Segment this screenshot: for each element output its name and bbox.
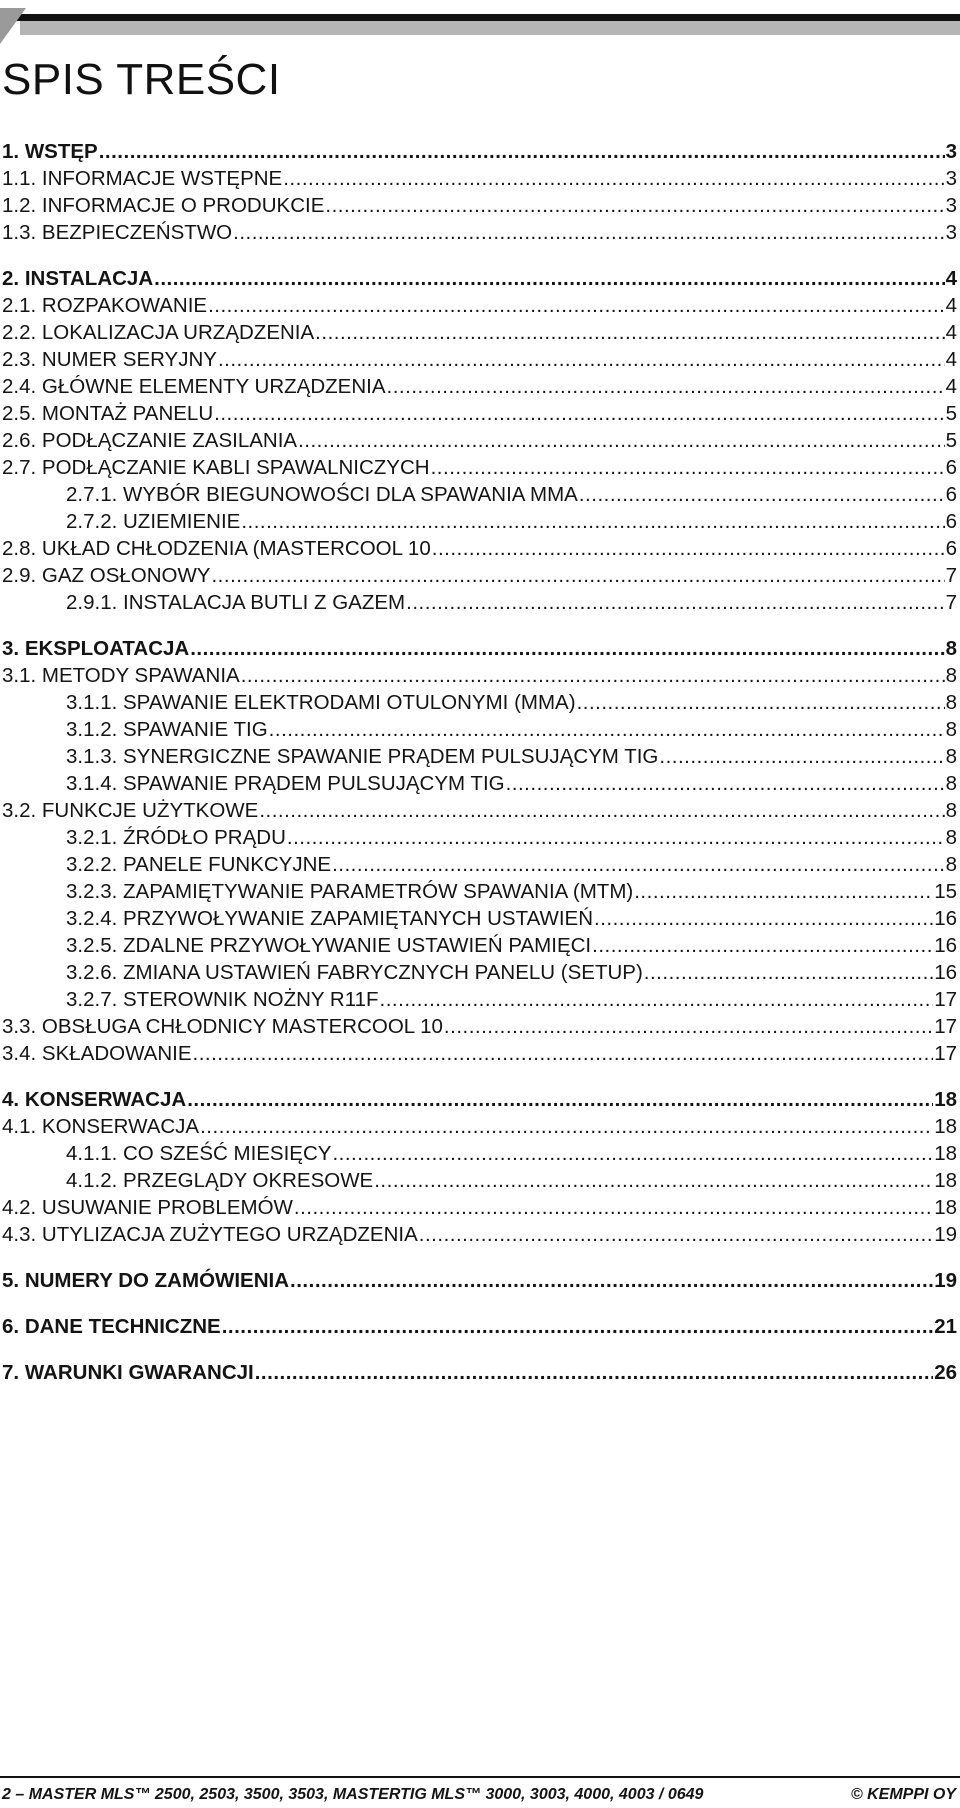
toc-entry-label: ŹRÓDŁO PRĄDU [123,826,286,849]
dot-leader [259,799,944,823]
toc-entry-page: 21 [934,1315,957,1338]
toc-entry[interactable] [2,167,957,194]
dot-leader [241,664,945,688]
toc-entry-label: WARUNKI GWARANCJI [24,1361,254,1384]
dot-leader [99,140,945,164]
dot-leader [315,321,944,345]
toc-entry-label: KONSERWACJA [41,1115,200,1138]
toc-entry[interactable] [2,510,957,537]
toc-entry-title [2,167,282,191]
dot-leader [325,194,944,218]
dot-leader [255,1361,933,1385]
toc-entry-title [66,591,405,615]
toc-entry-title [66,961,643,985]
dot-leader [374,1169,933,1193]
toc-entry-page: 16 [934,934,957,957]
toc-entry-title [66,934,591,958]
toc-entry-number: 4.1.2. [66,1169,118,1192]
toc-entry[interactable] [2,664,957,691]
toc-entry[interactable] [2,718,957,745]
dot-leader [431,456,945,480]
toc-entry-page: 18 [934,1196,957,1219]
toc-entry[interactable] [2,853,957,880]
toc-entry-page: 18 [934,1088,957,1111]
header-rule [0,14,960,21]
toc-entry-page: 8 [945,637,957,660]
toc-entry-number: 2.9. [2,564,37,587]
toc-entry-label: SPAWANIE PRĄDEM PULSUJĄCYM TIG [123,772,505,795]
dot-leader [579,483,945,507]
toc-entry-page: 18 [934,1115,957,1138]
toc-entry-page: 8 [945,664,957,687]
toc-section [2,1269,957,1296]
toc-entry-label: WYBÓR BIEGUNOWOŚCI DLA SPAWANIA MMA [123,483,578,506]
toc-entry-label: STEROWNIK NOŻNY R11F [123,988,379,1011]
toc-entry-title [2,1223,418,1247]
toc-entry-label: GŁÓWNE ELEMENTY URZĄDZENIA [41,375,386,398]
toc-entry-page: 8 [945,772,957,795]
dot-leader [659,745,944,769]
toc-entry-number: 3.2.1. [66,826,118,849]
toc-entry-page: 18 [934,1169,957,1192]
toc-entry-page: 16 [934,961,957,984]
toc-entry-page: 4 [945,348,957,371]
toc-entry-label: DANE TECHNICZNE [24,1315,221,1338]
dot-leader [214,402,944,426]
toc-entry-label: PODŁĄCZANIE KABLI SPAWALNICZYCH [41,456,430,479]
toc-entry[interactable] [2,961,957,988]
toc-entry-label: NUMERY DO ZAMÓWIENIA [24,1269,290,1292]
dot-leader [154,267,944,291]
toc-entry-title [2,221,232,245]
toc-entry-page: 8 [945,799,957,822]
dot-leader [332,1142,933,1166]
toc-entry[interactable] [2,880,957,907]
toc-entry-number: 3.2.6. [66,961,118,984]
toc-entry[interactable] [2,321,957,348]
toc-entry-number: 2.7.2. [66,510,118,533]
toc-entry-number: 2.3. [2,348,37,371]
toc-entry[interactable] [2,1042,957,1069]
toc-entry-title [2,429,297,453]
toc-entry-title [2,321,314,345]
toc-entry-number: 2.2. [2,321,37,344]
toc-entry[interactable] [2,1142,957,1169]
toc-entry-label: PODŁĄCZANIE ZASILANIA [41,429,298,452]
toc-entry-title [2,348,217,372]
toc-entry[interactable] [2,772,957,799]
toc-entry-number: 3.2.3. [66,880,118,903]
toc-entry-page: 26 [934,1361,957,1384]
toc-entry-number: 4.1.1. [66,1142,118,1165]
toc-entry-number: 3.1.3. [66,745,118,768]
toc-entry-label: INFORMACJE O PRODUKCIE [41,194,325,217]
toc-entry-title [2,375,386,399]
toc-entry-label: USUWANIE PROBLEMÓW [41,1196,293,1219]
toc-entry-label: OBSŁUGA CHŁODNICY MASTERCOOL 10 [41,1015,443,1038]
dot-leader [233,221,944,245]
toc-entry-number: 3.1.2. [66,718,118,741]
dot-leader [200,1115,933,1139]
dot-leader [222,1315,933,1339]
footer-copyright: © KEMPPI OY [850,1786,956,1803]
toc-entry-label: INFORMACJE WSTĘPNE [41,167,283,190]
toc-entry[interactable] [2,1169,957,1196]
toc-entry-page: 17 [934,988,957,1011]
toc-entry-page: 18 [934,1142,957,1165]
toc-entry-title [66,1169,373,1193]
header-band [20,21,960,35]
toc-entry-title [2,1315,221,1339]
toc-entry-number: 4.3. [2,1223,37,1246]
toc-entry-label: EKSPLOATACJA [24,637,190,660]
toc-entry-number: 2.4. [2,375,37,398]
dot-leader [187,1088,933,1112]
toc-entry-label: UKŁAD CHŁODZENIA (MASTERCOOL 10 [41,537,431,560]
toc-section [2,267,957,618]
dot-leader [380,988,934,1012]
toc-entry-title [2,564,210,588]
toc-entry-label: METODY SPAWANIA [41,664,240,687]
toc-entry-label: ROZPAKOWANIE [41,294,208,317]
toc-entry-label: WSTĘP [24,140,98,163]
toc-entry-number: 2.1. [2,294,37,317]
toc-entry-page: 15 [934,880,957,903]
toc-entry[interactable] [2,348,957,375]
dot-leader [298,429,945,453]
toc-entry-title [66,718,268,742]
dot-leader [294,1196,933,1220]
dot-leader [190,637,944,661]
toc-entry-number: 2.8. [2,537,37,560]
toc-entry-page: 4 [945,267,957,290]
toc-entry[interactable] [2,799,957,826]
toc-entry-title [66,691,576,715]
toc-entry-title [2,402,213,426]
dot-leader [444,1015,933,1039]
toc-entry-page: 19 [934,1223,957,1246]
table-of-contents [2,140,957,1407]
toc-entry-number: 3.1.1. [66,691,118,714]
toc-entry[interactable] [2,934,957,961]
toc-entry-page: 3 [945,221,957,244]
toc-entry-label: BEZPIECZEŃSTWO [41,221,233,244]
toc-entry[interactable] [2,1196,957,1223]
toc-entry-page: 8 [945,718,957,741]
toc-entry-title [2,537,431,561]
toc-entry-label: SPAWANIE TIG [123,718,268,741]
toc-entry-label: ZMIANA USTAWIEŃ FABRYCZNYCH PANELU (SETUP) [123,961,643,984]
toc-entry-title [66,1142,331,1166]
toc-entry-title [2,1088,186,1112]
toc-entry[interactable] [2,429,957,456]
toc-entry-label: ZAPAMIĘTYWANIE PARAMETRÓW SPAWANIA (MTM) [123,880,634,903]
toc-entry[interactable] [2,375,957,402]
toc-entry-title [2,799,258,823]
toc-entry-number: 2.5. [2,402,37,425]
toc-entry-title [2,1361,254,1385]
toc-entry-title [2,1269,289,1293]
toc-entry[interactable] [2,1223,957,1250]
dot-leader [594,907,933,931]
toc-entry-label: KONSERWACJA [24,1088,187,1111]
toc-entry-label: FUNKCJE UŻYTKOWE [41,799,259,822]
toc-entry-title [2,664,240,688]
toc-entry-number: 7. [2,1361,20,1384]
toc-entry-label: MONTAŻ PANELU [41,402,214,425]
toc-entry-label: LOKALIZACJA URZĄDZENIA [41,321,315,344]
dot-leader [290,1269,933,1293]
dot-leader [634,880,933,904]
toc-entry-page: 4 [945,375,957,398]
toc-entry-label: SPAWANIE ELEKTRODAMI OTULONYMI (MMA) [123,691,576,714]
dot-leader [506,772,945,796]
toc-entry[interactable] [2,1361,957,1388]
toc-entry-label: CO SZEŚĆ MIESIĘCY [123,1142,332,1165]
toc-entry-title [2,1115,199,1139]
toc-entry-page: 8 [945,853,957,876]
toc-entry[interactable] [2,907,957,934]
toc-entry-number: 3.2. [2,799,37,822]
toc-entry-title [2,1042,192,1066]
toc-entry-number: 2.7. [2,456,37,479]
toc-entry-number: 1.3. [2,221,37,244]
toc-entry[interactable] [2,826,957,853]
dot-leader [419,1223,933,1247]
toc-entry-number: 1. [2,140,20,163]
toc-entry-label: NUMER SERYJNY [41,348,217,371]
toc-entry-label: INSTALACJA BUTLI Z GAZEM [123,591,406,614]
toc-entry[interactable] [2,140,957,167]
dot-leader [211,564,944,588]
dot-leader [592,934,933,958]
toc-entry-number: 3.3. [2,1015,37,1038]
toc-entry-number: 4.2. [2,1196,37,1219]
toc-entry-title [2,140,98,164]
toc-entry-title [66,745,658,769]
dot-leader [241,510,944,534]
toc-entry[interactable] [2,1269,957,1296]
toc-entry-label: SYNERGICZNE SPAWANIE PRĄDEM PULSUJĄCYM TIG [123,745,659,768]
toc-entry-page: 5 [945,429,957,452]
toc-entry-page: 8 [945,691,957,714]
toc-entry[interactable] [2,591,957,618]
toc-entry-label: INSTALACJA [24,267,154,290]
toc-section [2,1361,957,1388]
toc-entry-number: 3.1. [2,664,37,687]
toc-entry[interactable] [2,1088,957,1115]
toc-entry[interactable] [2,221,957,248]
toc-entry-label: ZDALNE PRZYWOŁYWANIE USTAWIEŃ PAMIĘCI [123,934,592,957]
toc-section [2,637,957,1069]
toc-entry-title [66,853,331,877]
toc-entry[interactable] [2,745,957,772]
toc-entry-title [2,294,207,318]
toc-entry[interactable] [2,294,957,321]
toc-section [2,140,957,248]
toc-entry-page: 7 [945,591,957,614]
toc-entry-title [66,988,379,1012]
toc-entry-label: UZIEMIENIE [123,510,241,533]
toc-entry-number: 6. [2,1315,20,1338]
toc-entry[interactable] [2,1015,957,1042]
toc-entry-page: 6 [945,456,957,479]
toc-entry-number: 3. [2,637,20,660]
toc-section [2,1315,957,1342]
toc-entry-title [2,1015,443,1039]
toc-entry-page: 6 [945,483,957,506]
toc-entry-number: 2.6. [2,429,37,452]
toc-entry-page: 7 [945,564,957,587]
toc-entry-page: 17 [934,1015,957,1038]
toc-entry[interactable] [2,267,957,294]
toc-entry[interactable] [2,637,957,664]
toc-entry[interactable] [2,988,957,1015]
toc-entry-page: 8 [945,745,957,768]
toc-entry-number: 1.1. [2,167,37,190]
toc-entry-title [66,483,578,507]
toc-entry[interactable] [2,456,957,483]
toc-entry[interactable] [2,1315,957,1342]
toc-entry-page: 8 [945,826,957,849]
toc-entry-number: 2.9.1. [66,591,118,614]
dot-leader [269,718,945,742]
dot-leader [432,537,945,561]
toc-entry[interactable] [2,564,957,591]
toc-entry-title [2,637,189,661]
toc-entry-page: 3 [945,167,957,190]
toc-entry-page: 5 [945,402,957,425]
toc-entry-label: PANELE FUNKCYJNE [123,853,332,876]
toc-entry-label: PRZYWOŁYWANIE ZAPAMIĘTANYCH USTAWIEŃ [123,907,594,930]
toc-entry[interactable] [2,1115,957,1142]
toc-entry-number: 3.2.4. [66,907,118,930]
toc-entry-page: 3 [945,194,957,217]
page-title: SPIS TREŚCI [2,55,281,104]
toc-entry-title [66,826,286,850]
dot-leader [218,348,945,372]
toc-entry-title [66,880,633,904]
toc-entry-title [66,510,240,534]
toc-entry-number: 2. [2,267,20,290]
toc-entry[interactable] [2,194,957,221]
toc-entry-title [66,772,505,796]
toc-entry-label: PRZEGLĄDY OKRESOWE [123,1169,374,1192]
toc-entry-page: 4 [945,321,957,344]
toc-entry-page: 17 [934,1042,957,1065]
toc-entry-page: 4 [945,294,957,317]
toc-entry-title [2,267,153,291]
toc-entry-label: SKŁADOWANIE [41,1042,192,1065]
header-corner-mark [0,8,26,44]
toc-entry[interactable] [2,691,957,718]
toc-entry-number: 4.1. [2,1115,37,1138]
dot-leader [577,691,945,715]
toc-entry-page: 16 [934,907,957,930]
dot-leader [332,853,945,877]
toc-entry-title [2,456,430,480]
toc-entry-number: 3.4. [2,1042,37,1065]
dot-leader [644,961,933,985]
dot-leader [387,375,945,399]
footer-document-info: 2 – MASTER MLS™ 2500, 2503, 3500, 3503, MASTERTIG MLS™ 3000, 3003, 4000, 4003 / 0649 [2,1786,704,1803]
dot-leader [406,591,944,615]
toc-entry-number: 3.1.4. [66,772,118,795]
toc-entry[interactable] [2,483,957,510]
toc-entry-number: 4. [2,1088,20,1111]
toc-entry-label: UTYLIZACJA ZUŻYTEGO URZĄDZENIA [41,1223,418,1246]
footer-rule [0,1776,960,1778]
toc-entry-number: 3.2.2. [66,853,118,876]
toc-entry-title [66,907,593,931]
dot-leader [283,167,944,191]
toc-entry-title [2,194,324,218]
dot-leader [287,826,945,850]
toc-entry-number: 3.2.7. [66,988,118,1011]
toc-entry-label: GAZ OSŁONOWY [41,564,211,587]
toc-entry-number: 5. [2,1269,20,1292]
toc-entry-title [2,1196,293,1220]
toc-entry-page: 3 [945,140,957,163]
toc-entry-number: 1.2. [2,194,37,217]
toc-entry-page: 6 [945,510,957,533]
toc-entry-number: 2.7.1. [66,483,118,506]
toc-entry-page: 19 [934,1269,957,1292]
toc-entry[interactable] [2,537,957,564]
dot-leader [193,1042,934,1066]
toc-section [2,1088,957,1250]
dot-leader [208,294,945,318]
toc-entry[interactable] [2,402,957,429]
toc-entry-page: 6 [945,537,957,560]
toc-entry-number: 3.2.5. [66,934,118,957]
